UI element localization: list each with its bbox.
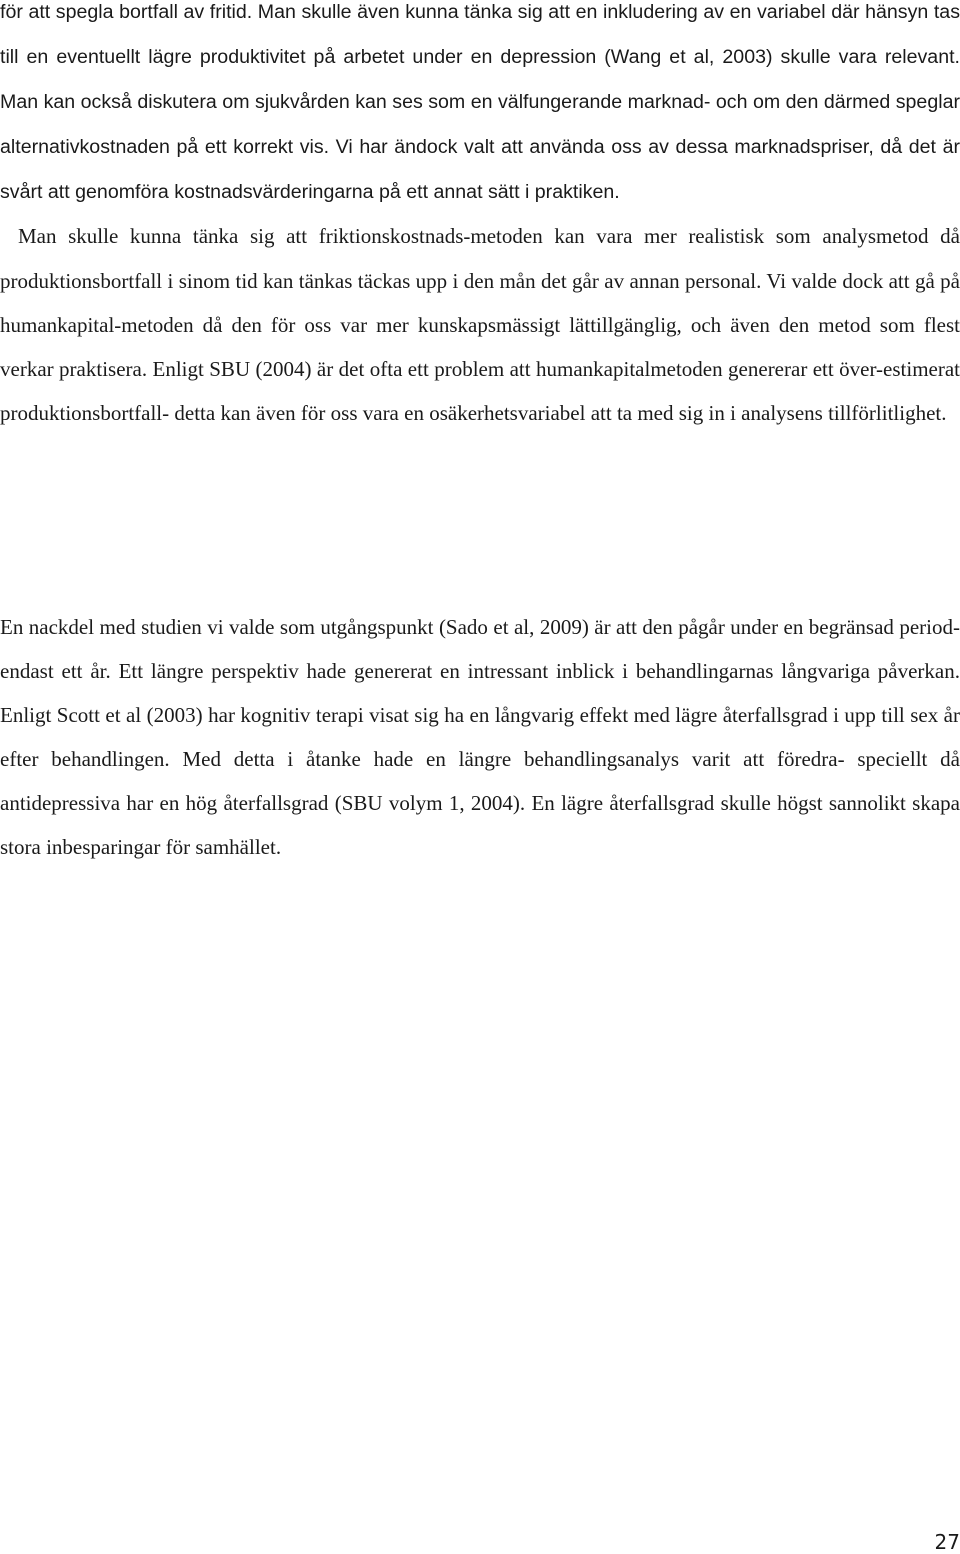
page-number: 27 [934,1530,960,1554]
paragraph-1-part-a: för att spegla bortfall av fritid. Man skulle även kunna tänka sig att en inkludering av en variabel där hänsyn tas till en eventuellt lägre produktivitet på arbetet under en depression (Wang et al, 2003) skulle vara relevant. Man kan också diskutera om sjukvården kan ses som en välfungerande marknad- och om den därmed speglar alternativkostnaden på ett korrekt vis. Vi har ändock valt att använda oss av dessa marknadspriser, då det är svårt att genomföra kostnadsvärderingarna på ett annat sätt i praktiken. [0,1,960,204]
paragraph-2: En nackdel med studien vi valde som utgångspunkt (Sado et al, 2009) är att den pågår under en begränsad period- endast ett år. Ett längre perspektiv hade genererat en intressant inblick i behandlingarnas långvariga påverkan. Enligt Scott et al (2003) har kognitiv terapi visat sig ha en långvarig effekt med lägre återfallsgrad i upp till sex år efter behandlingen. Med detta i åtanke hade en längre behandlingsanalys varit att föredra- speciellt då antidepressiva har en hög återfallsgrad (SBU volym 1, 2004). En lägre återfallsgrad skulle högst sannolikt skapa stora inbesparingar för samhället. [0,615,960,860]
paragraph-1-part-b: Man skulle kunna tänka sig att friktionskostnads-metoden kan vara mer realistisk som analysmetod då produktionsbortfall i sinom tid kan tänkas täckas upp i den mån det går av annan personal. Vi valde dock att gå på humankapital-metoden då den för oss var mer kunskapsmässigt lättillgänglig, och även den metod som flest verkar praktisera. Enligt SBU (2004) är det ofta ett problem att humankapitalmetoden genererar ett över-estimerat produktionsbortfall- detta kan även för oss vara en osäkerhetsvariabel att ta med sig in i analysens tillförlitlighet. [0,224,960,425]
paragraph-1 [0,0,960,435]
